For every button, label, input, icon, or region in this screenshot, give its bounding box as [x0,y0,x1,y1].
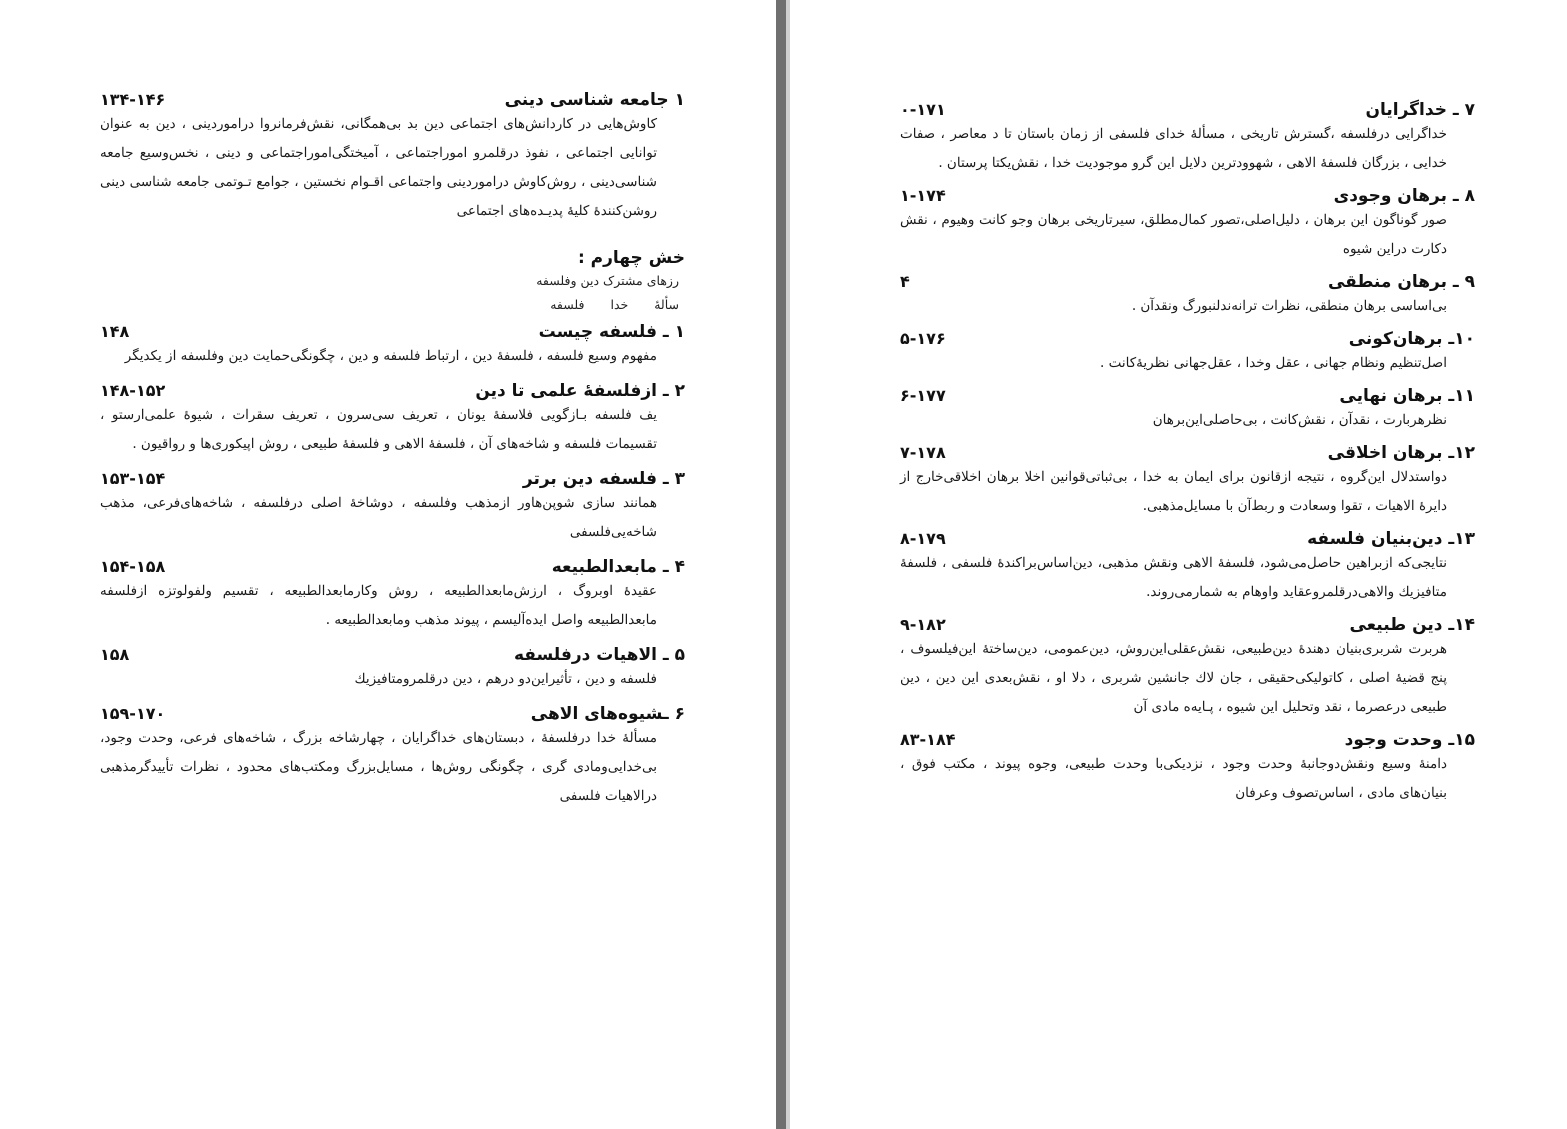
section-subtitle-secondary: سألهٔ خدا فلسفه [550,297,679,312]
section-header-part-four [100,248,685,316]
toc-entry [900,443,1475,521]
entry-page-range: ۸۳-۱۸۴ [900,730,956,749]
entry-page-range: ۴ [900,272,910,291]
section-title: خش چهارم : [577,248,685,268]
toc-entry [100,322,685,371]
entry-description: یف فلسفه بـازگویی فلاسفهٔ یونان ، تعریف سی‌سرون ، تعریف سقرات ، شیوهٔ علمی‌ارستو ، تقسیمات فلسفه و شاخه‌های آن ، فلسفهٔ الاهی و فلسفهٔ طبیعی ، روش اپیکوری‌ها و رواقیون . [100,407,657,452]
toc-entry [900,186,1475,264]
entry-title: ۱۱ـ برهان نهایی [1339,386,1475,406]
entry-description: نتایجی‌که ازبراهین حاصل‌می‌شود، فلسفهٔ الاهی ونقش مذهبی، دین‌اساس‌براکندهٔ فلسفی ، فلسفهٔ متافیزیك والاهی‌درقلمروعقاید واوهام به شمارمی‌روند. [900,555,1447,600]
entry-title: ۱۴ـ دین طبیعی [1349,615,1475,635]
toc-entry [900,529,1475,607]
entry-page-range: ۶-۱۷۷ [900,386,946,405]
toc-entry [100,469,685,547]
entry-description: بی‌اساسی برهان منطقی، نظرات ترانه‌ندلنبورگ ونقدآن . [1131,298,1447,314]
toc-entry [100,381,685,459]
entry-title: ۳ ـ فلسفه دین برتر [522,469,685,489]
entry-title: ۱۲ـ برهان اخلاقی [1327,443,1475,463]
left-page [0,0,776,1129]
entry-page-range: ۷-۱۷۸ [900,443,946,462]
entry-page-range: ۸-۱۷۹ [900,529,946,548]
entry-page-range: ۱۵۹-۱۷۰ [100,704,166,723]
toc-entry [900,272,1475,321]
toc-entry [100,704,685,811]
entry-description: نظرهربارت ، نقدآن ، نقش‌کانت ، بی‌حاصلی‌این‌برهان [1152,412,1447,428]
entry-page-range: ۵-۱۷۶ [900,329,946,348]
entry-description: فلسفه و دین ، تأثیراین‌دو درهم ، دین درقلمرومتافیزیك [354,671,657,687]
book-spine-shadow [776,0,786,1129]
entry-description: دامنهٔ وسیع ونقش‌دوجانبهٔ وحدت وجود ، نزدیکی‌با وحدت طبیعی، وجوه پیوند ، مکتب فوق ، بنیان‌های مادی ، اساس‌تصوف وعرفان [900,756,1447,801]
entry-title: ۷ ـ خداگرایان [1365,100,1475,120]
entry-page-range: ۱۵۴-۱۵۸ [100,557,166,576]
entry-title: ۱۵ـ وحدت وجود [1344,730,1475,750]
toc-entry [900,386,1475,435]
entry-title: ۲ ـ ازفلسفهٔ علمی تا دین [475,381,685,401]
toc-entry-sociology-of-religion [100,90,685,226]
entry-title: ۱ جامعه شناسی دینی [504,90,685,110]
entry-page-range: ۱۴۸ [100,322,130,341]
entry-description: صور گوناگون این برهان ، دلیل‌اصلی،تصور کمال‌مطلق، سیرتاریخی برهان وجو کانت وهیوم ، نقش دکارت دراین شیوه [900,212,1447,257]
entry-page-range: ۱۵۳-۱۵۴ [100,469,166,488]
entry-title: ۶ ـشیوه‌های الاهی [530,704,685,724]
entry-page-range: ۰-۱۷۱ [900,100,946,119]
entry-page-range: ۱۴۸-۱۵۲ [100,381,166,400]
entry-title: ۴ ـ مابعدالطبیعه [551,557,685,577]
entry-description: هربرت شربری‌بنیان دهندهٔ دین‌طبیعی، نقش‌عقلی‌این‌روش، دین‌عمومی، دین‌ساختهٔ این‌فیلسوف ، پنج قضیهٔ اصلی ، کاتولیکی‌حقیقی ، جان لاك جانشین شربری ، دلا او ، نقش‌بعدی این دین ، دین طبیعی درعصرما ، نقد وتحلیل این شیوه ، پـایه‌ه مادی آن [900,641,1447,715]
toc-entry [100,645,685,694]
entry-page-range: ۱۳۴-۱۴۶ [100,90,166,109]
right-page-content [900,100,1475,816]
entry-title: ۹ ـ برهان منطقی [1327,272,1475,292]
entry-description: مسألهٔ خدا درفلسفهٔ ، دبستان‌های خداگرایان ، چهارشاخه بزرگ ، شاخه‌های فرعی، وحدت وجود، بی‌خدایی‌ومادی گری ، چگونگی روش‌ها ، مسایل‌بزرگ ومکتب‌های محدود ، نظرات تأییدگرمذهبی درالاهیات فلسفی [100,730,657,804]
toc-entry [900,329,1475,378]
entry-title: ۱۳ـ دین‌بنیان فلسفه [1307,529,1475,549]
section-subtitle: رزهای مشترک دین وفلسفه [536,273,679,288]
entry-page-range: ۱۵۸ [100,645,130,664]
entry-page-range: ۹-۱۸۲ [900,615,946,634]
right-page [790,0,1567,1129]
entry-description: مفهوم وسیع فلسفه ، فلسفهٔ دین ، ارتباط فلسفه و دین ، چگونگی‌حمایت دین وفلسفه از یکدیگر [124,348,657,364]
toc-entry [900,100,1475,178]
toc-entry [100,557,685,635]
entry-description: دواستدلال این‌گروه ، نتیجه ازقانون برای ایمان به خدا ، بی‌ثباتی‌قوانین اخلا برهان اخلاقی‌خارج از دایرهٔ الاهیات ، تقوا وسعادت و ربط‌آن با مسایل‌مذهبی. [900,469,1447,514]
entry-page-range: ۱-۱۷۴ [900,186,946,205]
entry-description: خداگرایی درفلسفه ،گسترش تاریخی ، مسألهٔ خدای فلسفی از زمان باستان تا د معاصر ، صفات خدایی ، بزرگان فلسفهٔ الاهی ، شهوودترین دلایل این گرو موجودیت خدا ، نقش‌یکتا پرستان . [900,126,1447,171]
entry-description: همانند سازی شوپن‌هاور ازمذهب وفلسفه ، دوشاخهٔ اصلی درفلسفه ، شاخه‌های‌فرعی، مذهب شاخه‌یی‌فلسفی [100,495,657,540]
toc-entry [900,730,1475,808]
entry-description: کاوش‌هایی در کاردانش‌های اجتماعی دین بد بی‌همگانی، نقش‌فرمانروا دراموردینی ، دین به عنوان توانایی اجتماعی ، نفوذ درقلمرو اموراجتماعی ، آمیختگی‌اموراجتماعی و دینی ، نخس‌وسیع جامعه شناسی‌دینی ، روش‌کاوش دراموردینی واجتماعی اقـوام نخستین ، جوامع تـوتمی جامعه شناسی دینی روشن‌کنندهٔ کلیهٔ پدیـده‌های اجتماعی [100,116,657,219]
entry-description: اصل‌تنظیم ونظام جهانی ، عقل وخدا ، عقل‌جهانی نظریهٔ‌کانت . [1100,355,1447,371]
entry-title: ۱۰ـ برهان‌کونی [1348,329,1475,349]
left-page-content [100,90,685,821]
entry-title: ۱ ـ فلسفه چیست [538,322,685,342]
toc-entry [900,615,1475,722]
entry-title: ۵ ـ الاهیات درفلسفه [513,645,685,665]
entry-title: ۸ ـ برهان وجودی [1333,186,1475,206]
entry-description: عقیدهٔ اوبروگ ، ارزش‌مابعدالطبیعه ، روش وکارمابعدالطبیعه ، تقسیم ولفولوتزه ازفلسفه مابعدالطبیعه واصل ایده‌آلیسم ، پیوند مذهب ومابعدالطبیعه . [100,583,657,628]
